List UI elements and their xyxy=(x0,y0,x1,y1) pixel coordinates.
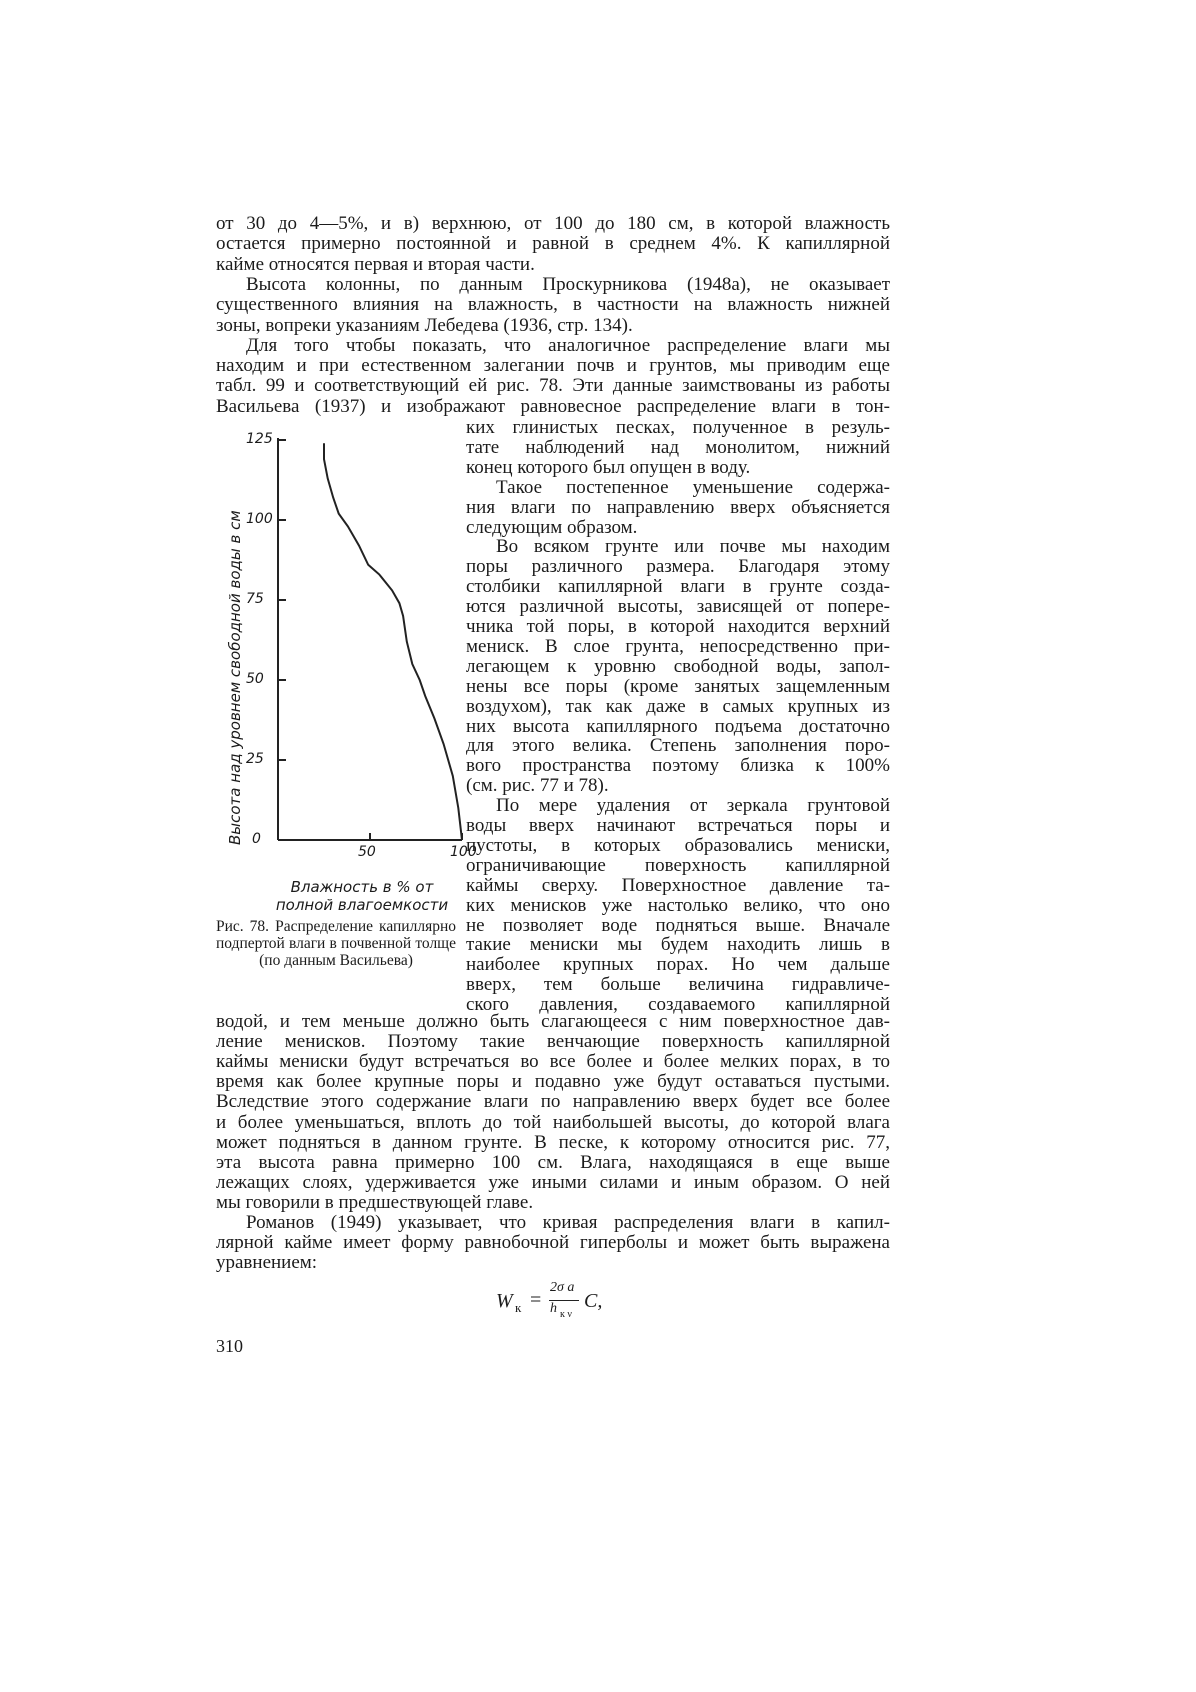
text-line: воздухом), так как даже в самых крупных из xyxy=(466,695,890,717)
text-line: наиболее крупных порах. Но чем дальше xyxy=(466,954,890,976)
y-tick-label: 75 xyxy=(246,591,264,607)
text-line: них высота капиллярного подъема достаточно xyxy=(466,715,890,737)
y-tick-label: 125 xyxy=(246,431,273,447)
text-line: каймы сверху. Поверхностное давление та- xyxy=(466,874,890,896)
text-line: лярной кайме имеет форму равнобочной гиперболы и может быть выражена xyxy=(216,1232,890,1254)
equation-lhs-sub: к xyxy=(515,1300,522,1315)
text-line: не позволяет воде подняться выше. Вначале xyxy=(466,914,890,936)
text-line: конец которого был опущен в воду. xyxy=(466,456,751,478)
moisture-curve xyxy=(324,443,462,840)
text-line: и более уменьшаться, вплоть до той наибольшей высоты, до которой влага xyxy=(216,1111,890,1133)
equation-lhs: W xyxy=(496,1290,513,1312)
equals-sign: = xyxy=(530,1289,542,1311)
text-line: зоны, вопреки указаниям Лебедева (1936, стр. 134). xyxy=(216,314,633,336)
text-line: остается примерно постоянной и равной в среднем 4%. К капиллярной xyxy=(216,233,890,255)
text-line: пустоты, в которых образовались мениски, xyxy=(466,834,890,856)
text-line: уравнением: xyxy=(216,1252,318,1274)
text-line: ких менисков уже настолько велико, что оно xyxy=(466,894,890,916)
text-line: нены все поры (кроме занятых защемленным xyxy=(466,675,890,697)
text-line: ление менисков. Поэтому такие венчающие поверхность капиллярной xyxy=(216,1031,890,1053)
y-tick-label: 25 xyxy=(246,751,264,767)
text-line: от 30 до 4—5%, и в) верхнюю, от 100 до 180 см, в которой влажность xyxy=(216,213,890,234)
text-line: такие мениски мы будем находить лишь в xyxy=(466,934,890,956)
text-line: эта высота равна примерно 100 см. Влага, находящаяся в еще выше xyxy=(216,1151,890,1173)
text-line: Во всяком грунте или почве мы находим xyxy=(496,536,890,558)
text-line: мениск. В слое грунта, непосредственно при- xyxy=(466,635,890,657)
x-axis-label: Влажность в % от полной влагоемкости xyxy=(275,878,449,914)
text-line: ограничивающие поверхность капиллярной xyxy=(466,854,890,876)
text-line: для этого велика. Степень заполнения поро- xyxy=(466,735,890,757)
text-line: каймы мениски будут встречаться во все более и более мелких порах, в то xyxy=(216,1051,890,1073)
text-line: кайме относятся первая и вторая части. xyxy=(216,253,535,275)
text-line: вого пространства поэтому близка к 100% xyxy=(466,755,890,777)
x-tick-label: 50 xyxy=(358,844,376,860)
text-line: Для того чтобы показать, что аналогичное распределение влаги мы xyxy=(246,334,890,356)
text-line: Романов (1949) указывает, что кривая распределения влаги в капил- xyxy=(246,1212,890,1233)
text-line: воды вверх начинают встречаться поры и xyxy=(466,815,890,836)
text-line: водой, и тем меньше должно быть слагающееся с ним поверхностное дав- xyxy=(216,1011,890,1032)
text-line: Васильева (1937) и изображают равновесное распределение влаги в тон- xyxy=(216,395,890,417)
text-line: Вследствие этого содержание влаги по направлению вверх будет все более xyxy=(216,1091,890,1113)
x-tick-label: 100 xyxy=(450,844,477,860)
text-line: табл. 99 и соответствующий ей рис. 78. Эти данные заимствованы из работы xyxy=(216,375,890,397)
equation xyxy=(496,1280,656,1330)
text-line: Такое постепенное уменьшение содержа- xyxy=(496,476,890,498)
text-line: столбики капиллярной влаги в грунте созда- xyxy=(466,576,890,598)
text-line: ких глинистых песках, полученное в резуль- xyxy=(466,417,890,438)
equation-denominator-sub: к ν xyxy=(560,1309,572,1320)
text-line: ются различной высоты, зависящей от попере- xyxy=(466,596,890,618)
text-line: По мере удаления от зеркала грунтовой xyxy=(496,795,890,817)
moisture-chart xyxy=(230,428,490,888)
text-line: вверх, тем больше величина гидравличе- xyxy=(466,974,890,996)
text-line: мы говорили в предшествующей главе. xyxy=(216,1191,534,1213)
text-line: (см. рис. 77 и 78). xyxy=(466,775,609,797)
y-tick-label: 0 xyxy=(252,831,261,847)
text-line: тате наблюдений над монолитом, нижний xyxy=(466,436,890,458)
text-line: следующим образом. xyxy=(466,516,638,538)
text-line: чника той поры, в которой находится верхний xyxy=(466,616,890,637)
y-tick-label: 50 xyxy=(246,671,264,687)
text-line: легающем к уровню свободной воды, запол- xyxy=(466,655,890,677)
text-line: находим и при естественном залегании почв и грунтов, мы приводим еще xyxy=(216,355,890,377)
y-axis-label: Высота над уровнем свободной воды в см xyxy=(226,510,244,845)
equation-rhs: C, xyxy=(584,1290,603,1312)
text-line: существенного влияния на влажность, в частности на влажность нижней xyxy=(216,294,890,316)
text-line: ния влаги по направлению вверх объясняется xyxy=(466,496,890,518)
text-line: поры различного размера. Благодаря этому xyxy=(466,556,890,578)
text-line: время как более крупные поры и подавно уже будут оставаться пустыми. xyxy=(216,1071,890,1093)
text-line: Высота колонны, по данным Проскурникова (1948а), не оказывает xyxy=(246,273,890,295)
text-line: может подняться в данном грунте. В песке, к которому относится рис. 77, xyxy=(216,1131,890,1153)
text-line: лежащих слоях, удерживается уже иными силами и иным образом. О ней xyxy=(216,1171,890,1193)
page-number: 310 xyxy=(216,1336,243,1356)
text-line: ского давления, создаваемого капиллярной xyxy=(466,994,890,1016)
figure-caption: Рис. 78. Распределение капиллярно подпертой влаги в почвенной толще (по данным Васильева) xyxy=(216,918,456,969)
equation-numerator: 2σ a xyxy=(550,1280,575,1295)
equation-denominator: h xyxy=(550,1301,557,1316)
y-tick-label: 100 xyxy=(246,511,273,527)
